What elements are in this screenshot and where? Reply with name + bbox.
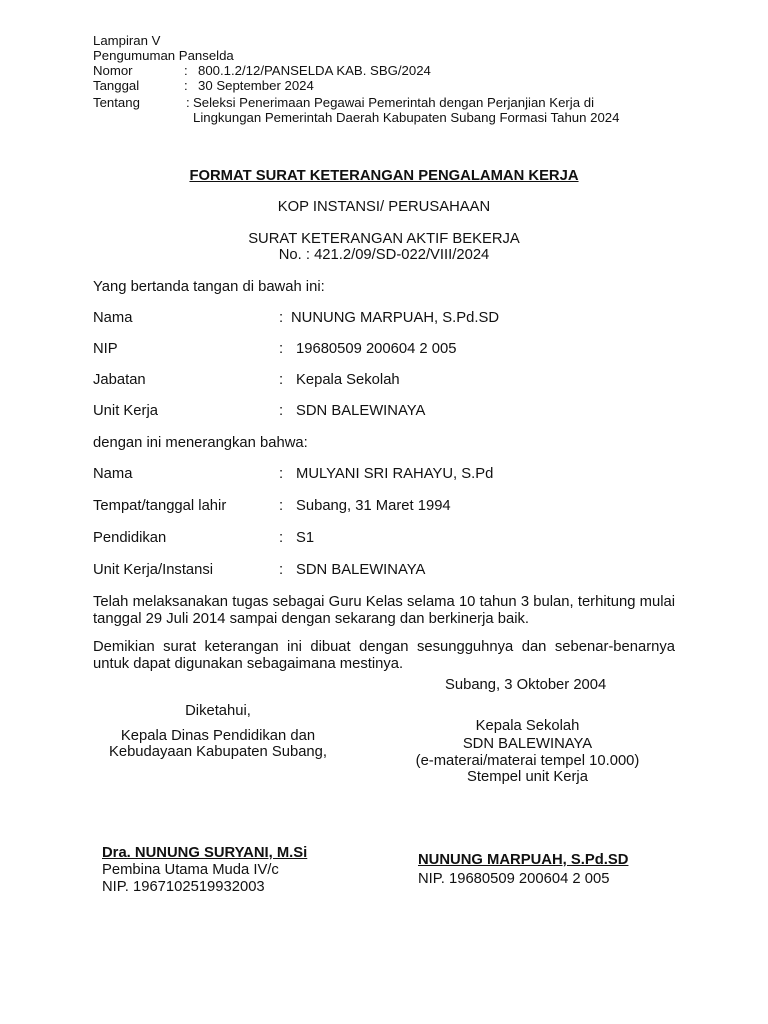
header-nomor-value: 800.1.2/12/PANSELDA KAB. SBG/2024 [198, 63, 431, 78]
left-signer-name: Dra. NUNUNG SURYANI, M.Si [102, 845, 308, 861]
right-signer-title-line2: SDN BALEWINAYA [462, 736, 593, 752]
stamp-duty-note: (e-materai/materai tempel 10.000) [415, 753, 640, 769]
right-signer-title-line1: Kepala Sekolah [475, 718, 580, 734]
right-signer-nip: NIP. 19680509 200604 2 005 [418, 871, 610, 887]
signer-nip-value: 19680509 200604 2 005 [296, 341, 457, 357]
header-tanggal-label: Tanggal [93, 78, 140, 93]
signer-nip-sep: : [279, 341, 284, 357]
employee-education-value: S1 [296, 530, 315, 546]
place-date: Subang, 3 Oktober 2004 [445, 677, 607, 693]
announcement-label: Pengumuman Panselda [93, 48, 234, 63]
closing-paragraph: Demikian surat keterangan ini dibuat dengan sesungguhnya dan sebenar-benarnya untuk dapat digunakan sebagaimana mestinya. [93, 639, 675, 672]
header-tanggal-value: 30 September 2024 [198, 78, 314, 93]
signer-unit-label: Unit Kerja [93, 403, 158, 419]
employee-birth-sep: : [279, 498, 284, 514]
header-nomor-sep: : [184, 63, 188, 78]
statement-text: dengan ini menerangkan bahwa: [93, 435, 308, 451]
employee-name-sep: : [279, 466, 284, 482]
left-signer-title-line2: Kebudayaan Kabupaten Subang, [108, 744, 328, 760]
employee-name-label: Nama [93, 466, 133, 482]
signer-nip-label: NIP [93, 341, 118, 357]
left-signer-title-line1: Kepala Dinas Pendidikan dan [120, 728, 316, 744]
letterhead-placeholder: KOP INSTANSI/ PERUSAHAAN [277, 199, 491, 215]
header-tentang-value: Seleksi Penerimaan Pegawai Pemerintah dengan Perjanjian Kerja di [193, 95, 594, 110]
employee-birth-value: Subang, 31 Maret 1994 [296, 498, 451, 514]
header-tanggal-sep: : [184, 78, 188, 93]
signer-position-sep: : [279, 372, 284, 388]
header-tentang-value-line2: Lingkungan Pemerintah Daerah Kabupaten Subang Formasi Tahun 2024 [193, 110, 620, 125]
signer-position-label: Jabatan [93, 372, 146, 388]
acknowledged-label: Diketahui, [185, 703, 251, 719]
header-nomor-label: Nomor [93, 63, 133, 78]
signer-name-value: NUNUNG MARPUAH, S.Pd.SD [291, 310, 500, 326]
attachment-label: Lampiran V [93, 33, 161, 48]
header-tentang-sep: : [186, 95, 190, 110]
employee-unit-sep: : [279, 562, 284, 578]
letter-title: SURAT KETERANGAN AKTIF BEKERJA [248, 231, 520, 247]
stamp-note: Stempel unit Kerja [467, 769, 588, 785]
left-signer-rank: Pembina Utama Muda IV/c [102, 862, 279, 878]
employee-education-label: Pendidikan [93, 530, 167, 546]
employee-birth-label: Tempat/tanggal lahir [93, 498, 227, 514]
letter-number: No. : 421.2/09/SD-022/VIII/2024 [278, 247, 490, 263]
signer-position-value: Kepala Sekolah [296, 372, 400, 388]
signer-name-label: Nama [93, 310, 133, 326]
employee-unit-value: SDN BALEWINAYA [296, 562, 426, 578]
employee-unit-label: Unit Kerja/Instansi [93, 562, 214, 578]
employee-education-sep: : [279, 530, 284, 546]
left-signer-nip: NIP. 1967102519932003 [102, 879, 265, 895]
employee-name-value: MULYANI SRI RAHAYU, S.Pd [296, 466, 494, 482]
right-signer-name: NUNUNG MARPUAH, S.Pd.SD [418, 852, 629, 868]
signer-unit-value: SDN BALEWINAYA [296, 403, 426, 419]
document-title: FORMAT SURAT KETERANGAN PENGALAMAN KERJA [189, 168, 579, 184]
service-paragraph: Telah melaksanakan tugas sebagai Guru Kelas selama 10 tahun 3 bulan, terhitung mulai tanggal 29 Juli 2014 sampai dengan sekarang dan berkinerja baik. [93, 594, 675, 627]
signer-unit-sep: : [279, 403, 284, 419]
intro-text: Yang bertanda tangan di bawah ini: [93, 279, 325, 295]
signer-name-sep: : [279, 310, 284, 326]
header-tentang-label: Tentang [93, 95, 140, 110]
